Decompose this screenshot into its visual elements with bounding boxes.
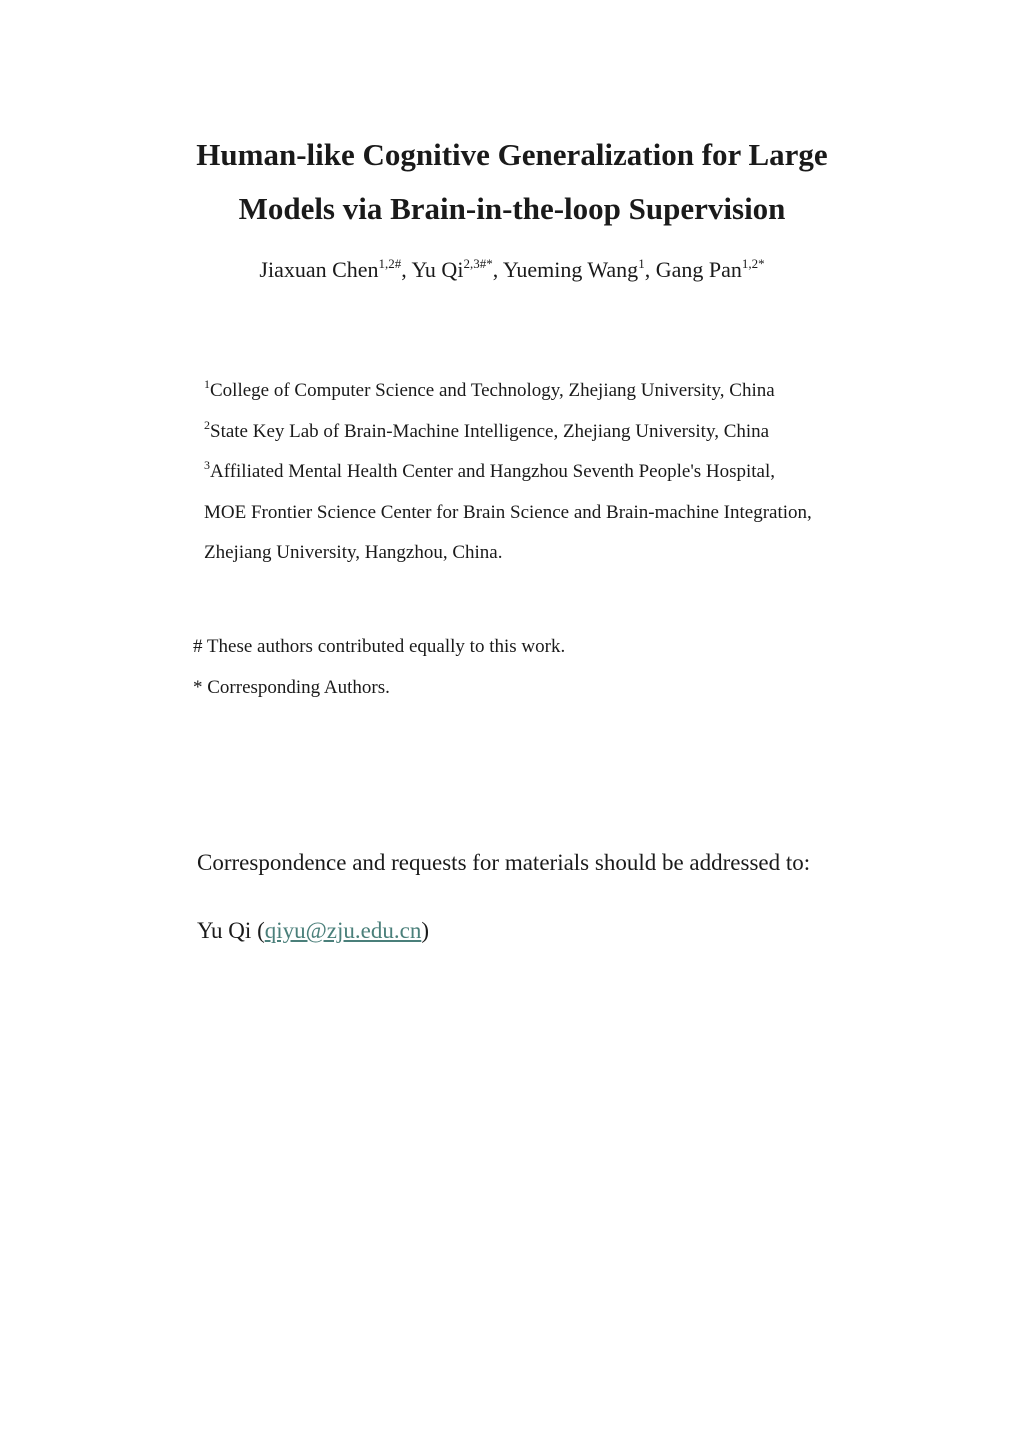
- author-separator: ,: [401, 257, 412, 282]
- author-separator: ,: [492, 257, 503, 282]
- author-name: Jiaxuan Chen: [259, 257, 379, 282]
- author-marks: 1,2#: [378, 256, 402, 271]
- author: [259, 257, 411, 282]
- author-marks: 2,3#*: [463, 256, 493, 271]
- contact-close-paren: ): [421, 918, 429, 943]
- title-line-1: Human-like Cognitive Generalization for Large: [196, 137, 828, 172]
- contact-name: Yu Qi: [197, 918, 252, 943]
- affiliation-mark: 1: [204, 377, 210, 391]
- author-marks: 1,2*: [741, 256, 765, 271]
- paper-title: [0, 128, 1024, 236]
- affiliation-text: State Key Lab of Brain-Machine Intelligence, Zhejiang University, China: [210, 420, 770, 442]
- affiliation-continuation: MOE Frontier Science Center for Brain Science and Brain-machine Integration,: [204, 501, 812, 523]
- equal-contribution-note: # These authors contributed equally to this work.: [193, 636, 566, 657]
- author-name: Gang Pan: [655, 257, 742, 282]
- correspondence-statement: Correspondence and requests for materials should be addressed to:: [197, 850, 811, 875]
- author: [411, 257, 502, 282]
- affiliation-mark: 3: [204, 458, 210, 472]
- affiliation-item: [204, 412, 904, 453]
- affiliation-text: Affiliated Mental Health Center and Hangzhou Seventh People's Hospital,: [210, 461, 776, 482]
- affiliation-item: [204, 371, 904, 412]
- contact-open-paren: (: [251, 918, 265, 943]
- affiliation-list: [204, 371, 904, 574]
- author-separator: ,: [644, 257, 656, 282]
- author-notes: [193, 626, 565, 708]
- affiliation-text: College of Computer Science and Technology, Zhejiang University, China: [210, 380, 775, 401]
- author-name: Yueming Wang: [502, 257, 639, 282]
- affiliation-continuation: Zhejiang University, Hangzhou, China.: [204, 542, 503, 563]
- author-marks: 1: [638, 256, 645, 271]
- corresponding-author-note: * Corresponding Authors.: [193, 677, 390, 698]
- contact-email-link[interactable]: qiyu@zju.edu.cn: [264, 918, 422, 943]
- author-name: Yu Qi: [411, 257, 464, 282]
- affiliation-mark: 2: [204, 417, 210, 432]
- author: [656, 257, 765, 282]
- affiliation-item: [204, 452, 904, 493]
- title-line-2: Models via Brain-in-the-loop Supervision: [238, 191, 786, 226]
- author-list: [0, 255, 1024, 285]
- correspondence-contact: [197, 915, 429, 947]
- author: [503, 257, 656, 282]
